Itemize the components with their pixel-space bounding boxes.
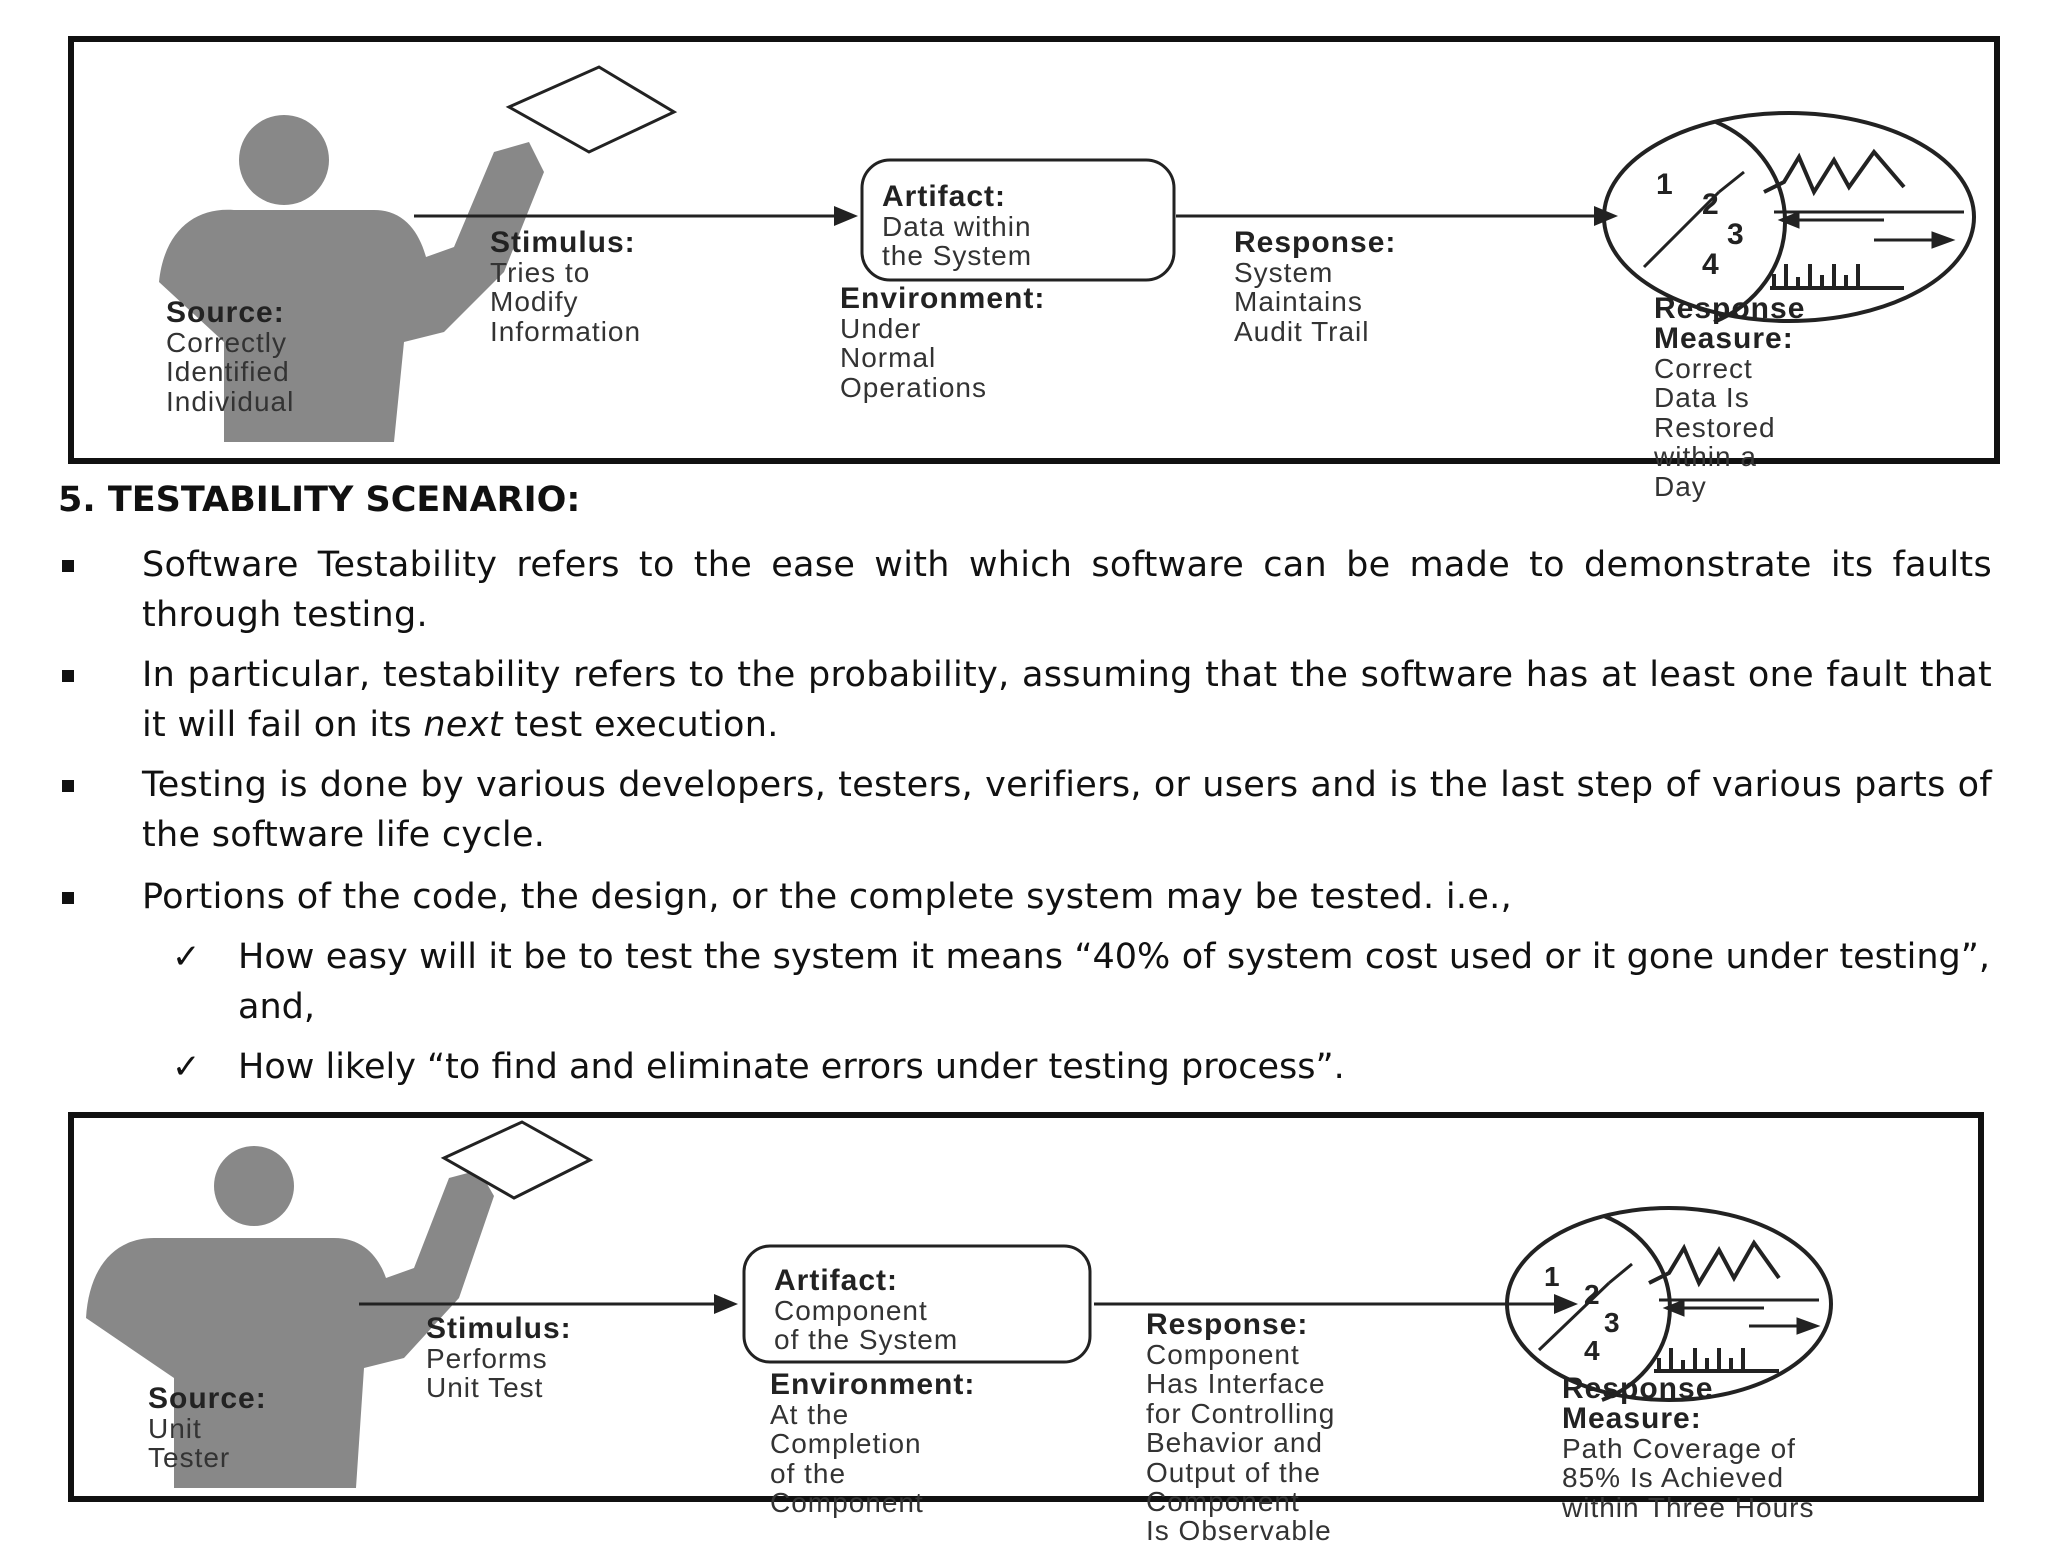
clock-number-1: 1 xyxy=(1656,168,1673,201)
response-line: Component xyxy=(1146,1339,1300,1370)
environment-label xyxy=(840,284,1045,402)
bullet-text: Software Testability refers to the ease with which software can be made to demonstrate its faults through testing. xyxy=(142,545,1992,635)
quality-scenario-diagram-testability xyxy=(68,1112,1984,1546)
stimulus-line: Unit Test xyxy=(426,1372,544,1404)
section-heading: 5. TESTABILITY SCENARIO: xyxy=(58,480,581,520)
bullet-text xyxy=(142,650,1992,750)
bullet-text: Portions of the code, the design, or the complete system may be tested. i.e., xyxy=(142,877,1513,917)
clock-gauge-icon xyxy=(1604,113,1974,325)
response-heading: Response: xyxy=(1146,1308,1309,1341)
clock-number-1: 1 xyxy=(1544,1261,1560,1292)
stimulus-label xyxy=(426,1314,572,1403)
bullet-marker xyxy=(62,780,74,792)
artifact-line: the System xyxy=(882,240,1033,272)
environment-line: of the xyxy=(770,1457,847,1489)
response-measure-label xyxy=(1562,1374,1814,1522)
bullet-item xyxy=(142,872,1992,922)
source-line: Tester xyxy=(148,1442,231,1474)
artifact-line: of the System xyxy=(774,1324,959,1356)
paper-icon xyxy=(509,67,674,152)
response-measure-line: Data Is xyxy=(1654,382,1750,414)
clock-number-3: 3 xyxy=(1727,218,1744,251)
stimulus-heading: Stimulus: xyxy=(426,1312,572,1345)
response-label xyxy=(1146,1310,1335,1546)
source-label xyxy=(148,1384,267,1473)
response-line: Maintains xyxy=(1234,286,1363,318)
environment-heading: Environment: xyxy=(840,282,1046,315)
response-line: Audit Trail xyxy=(1234,315,1370,347)
artifact-heading: Artifact: xyxy=(774,1264,899,1297)
clock-number-4: 4 xyxy=(1584,1335,1600,1366)
source-heading: Source: xyxy=(148,1382,267,1415)
response-measure-line: Correct xyxy=(1654,353,1753,384)
stimulus-label xyxy=(490,228,641,346)
environment-line: Under xyxy=(840,313,922,344)
response-line: Behavior and xyxy=(1146,1427,1324,1459)
bullet-text-emphasis: next xyxy=(423,705,503,745)
response-measure-heading: Response xyxy=(1562,1372,1714,1405)
bullet-marker xyxy=(62,560,74,572)
environment-line: Component xyxy=(770,1487,924,1519)
response-line: Has Interface xyxy=(1146,1368,1326,1400)
response-measure-line: within Three Hours xyxy=(1562,1491,1815,1523)
source-line: Identified xyxy=(166,356,290,388)
checklist-text: How likely “to find and eliminate errors under testing process”. xyxy=(238,1047,1345,1087)
bullet-item xyxy=(142,650,1992,750)
environment-line: At the xyxy=(770,1399,850,1430)
bullet-text-part: In particular, testability refers to the probability, assuming that the software has at least one fault that it will fail on its xyxy=(142,655,1992,745)
source-heading: Source: xyxy=(166,296,285,329)
response-heading: Response: xyxy=(1234,226,1397,259)
checklist-item xyxy=(172,932,1990,1032)
response-line: System xyxy=(1234,257,1334,288)
clock-number-2: 2 xyxy=(1584,1279,1600,1310)
environment-heading: Environment: xyxy=(770,1368,976,1401)
response-line: Output of the xyxy=(1146,1456,1321,1488)
source-line: Individual xyxy=(166,385,295,417)
checkmark-icon: ✓ xyxy=(172,1047,201,1087)
checklist-item xyxy=(172,1042,1990,1092)
clock-number-2: 2 xyxy=(1702,188,1719,221)
source-line: Unit xyxy=(148,1413,202,1444)
stimulus-heading: Stimulus: xyxy=(490,226,636,259)
response-measure-heading: Measure: xyxy=(1654,322,1794,355)
response-label xyxy=(1234,228,1396,346)
response-measure-line: Path Coverage of xyxy=(1562,1433,1796,1464)
source-line: Correctly xyxy=(166,327,288,358)
artifact-line: Data within xyxy=(882,211,1032,242)
response-line: Component xyxy=(1146,1485,1300,1517)
stimulus-line: Information xyxy=(490,315,642,347)
environment-line: Completion xyxy=(770,1428,922,1460)
source-label xyxy=(166,298,294,416)
environment-label xyxy=(770,1370,975,1518)
stimulus-line: Tries to xyxy=(490,257,591,288)
bullet-marker xyxy=(62,670,74,682)
response-measure-label xyxy=(1654,294,1805,501)
response-measure-line: 85% Is Achieved xyxy=(1562,1462,1785,1494)
clock-number-3: 3 xyxy=(1604,1307,1620,1338)
response-measure-line: within a xyxy=(1654,441,1757,473)
checklist-text: How easy will it be to test the system it means “40% of system cost used or it gone under testing”, and, xyxy=(238,937,1990,1027)
artifact-label xyxy=(882,182,1032,271)
bullet-text: Testing is done by various developers, testers, verifiers, or users and is the last step of various parts of the software life cycle. xyxy=(142,765,1992,855)
response-line: Is Observable xyxy=(1146,1515,1332,1546)
artifact-line: Component xyxy=(774,1295,928,1326)
checkmark-icon: ✓ xyxy=(172,937,201,977)
response-measure-line: Day xyxy=(1654,470,1707,502)
response-measure-heading: Response xyxy=(1654,292,1806,325)
bullet-item xyxy=(142,540,1992,640)
environment-line: Operations xyxy=(840,371,987,403)
bullet-marker xyxy=(62,892,74,904)
artifact-label xyxy=(774,1266,958,1355)
bullet-item xyxy=(142,760,1992,860)
clock-number-4: 4 xyxy=(1702,248,1719,281)
response-measure-heading: Measure: xyxy=(1562,1402,1702,1435)
stimulus-line: Modify xyxy=(490,286,579,318)
artifact-heading: Artifact: xyxy=(882,180,1007,213)
stimulus-line: Performs xyxy=(426,1343,548,1374)
environment-line: Normal xyxy=(840,342,937,374)
response-measure-line: Restored xyxy=(1654,411,1776,443)
bullet-text-part: test execution. xyxy=(502,705,779,745)
response-line: for Controlling xyxy=(1146,1397,1336,1429)
